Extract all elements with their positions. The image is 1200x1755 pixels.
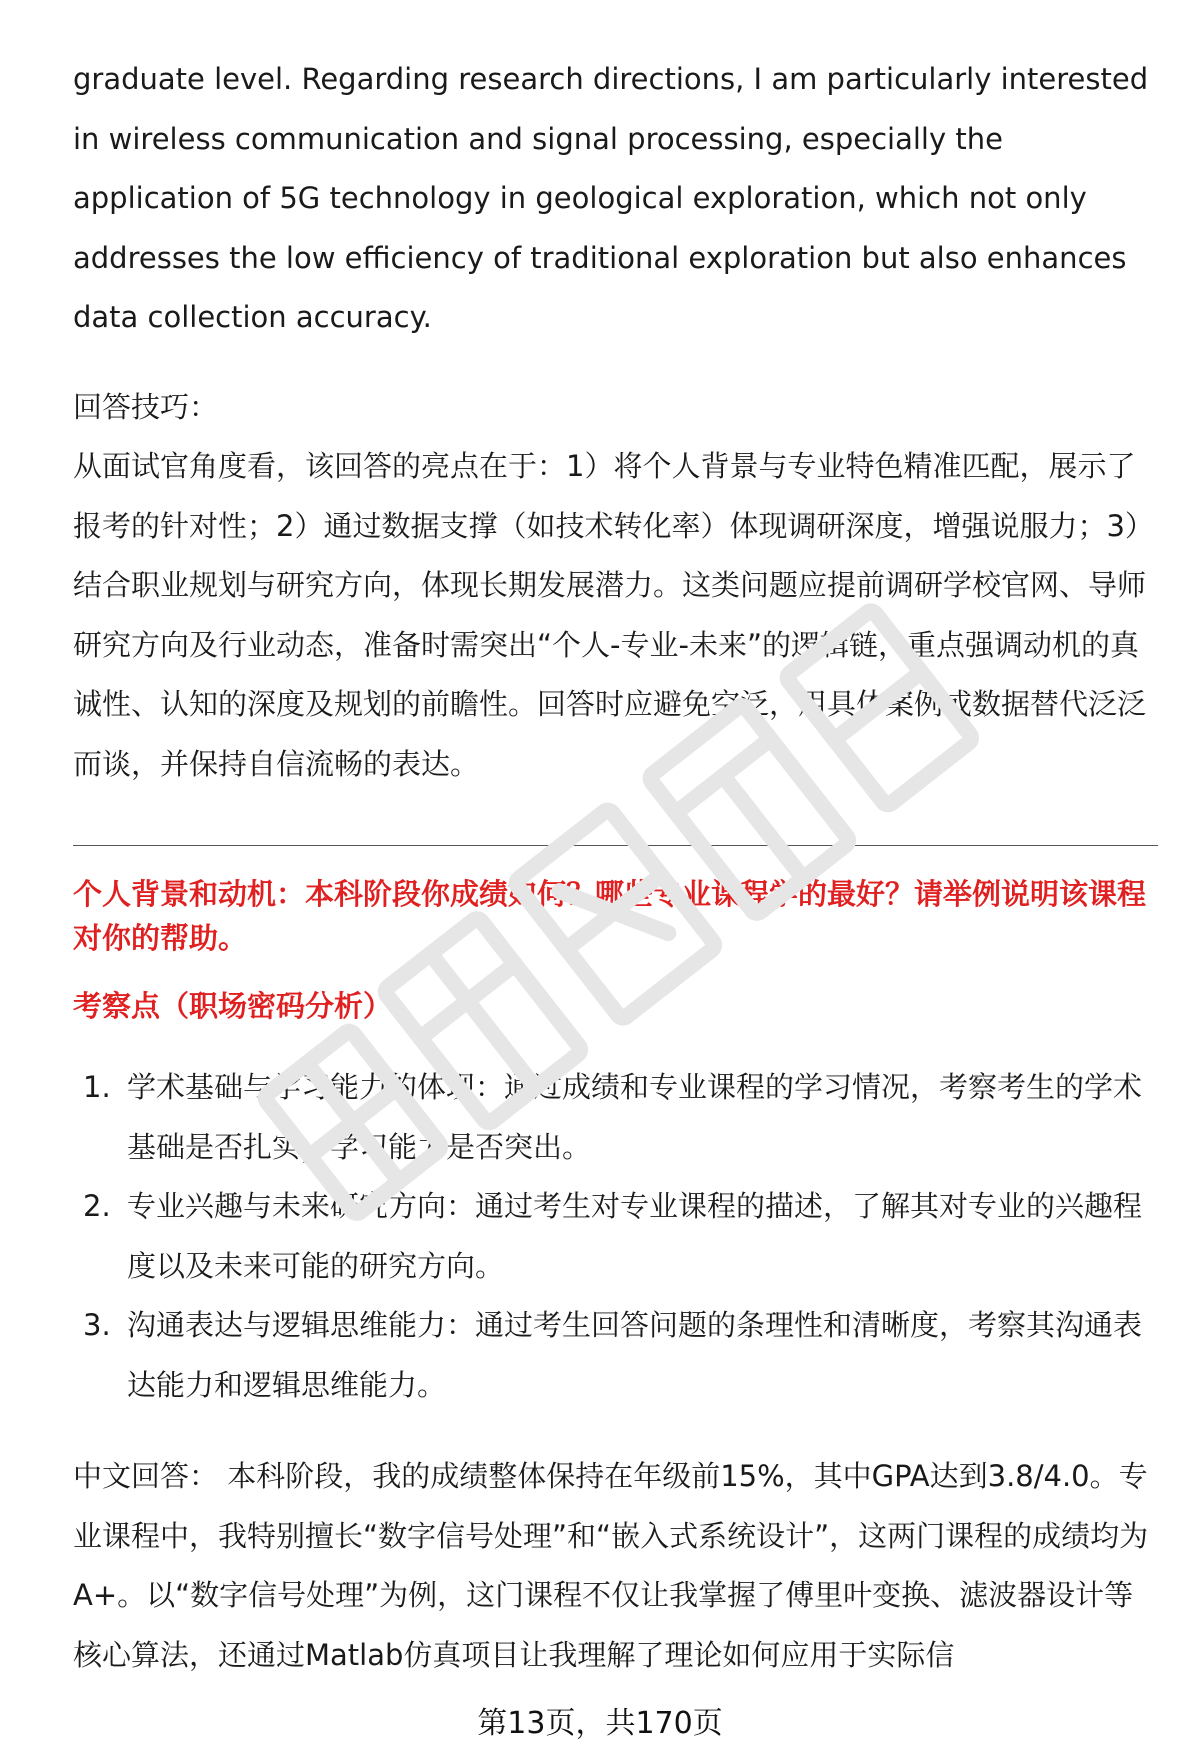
tips-label: 回答技巧： (73, 390, 219, 424)
list-item-text: 沟通表达与逻辑思维能力：通过考生回答问题的条理性和清晰度，考察其沟通表达能力和逻辑思维能力。 (127, 1308, 1143, 1402)
english-answer-paragraph: graduate level. Regarding research directions, I am particularly interested in wireless communication and signal processing, especially the application of 5G technology in geological exploration, which not only addresses the low efficiency of traditional exploration but also enhances data collection accuracy. (73, 62, 1149, 334)
list-item-number: 3. (83, 1308, 111, 1342)
question-heading: 个人背景和动机：本科阶段你成绩如何？哪些专业课程学的最好？请举例说明该课程对你的帮助。 (73, 877, 1147, 955)
list-item-text: 学术基础与学习能力的体现：通过成绩和专业课程的学习情况，考察考生的学术基础是否扎实，学习能力是否突出。 (127, 1070, 1143, 1164)
section-divider (73, 845, 1158, 846)
assessment-list (73, 1058, 1158, 1415)
list-item-text: 专业兴趣与未来研究方向：通过考生对专业课程的描述，了解其对专业的兴趣程度以及未来可能的研究方向。 (127, 1189, 1143, 1283)
list-item (73, 1296, 1158, 1415)
assessment-heading: 考察点（职场密码分析） (73, 989, 393, 1023)
list-item-number: 1. (83, 1070, 111, 1104)
tips-body: 从面试官角度看，该回答的亮点在于：1）将个人背景与专业特色精准匹配，展示了报考的针对性；2）通过数据支撑（如技术转化率）体现调研深度，增强说服力；3）结合职业规划与研究方向，体现长期发展潜力。这类问题应提前调研学校官网、导师研究方向及行业动态，准备时需突出“个人-专业-未来”的逻辑链，重点强调动机的真诚性、认知的深度及规划的前瞻性。回答时应避免空泛，用具体案例或数据替代泛泛而谈，并保持自信流畅的表达。 (73, 449, 1154, 781)
document-page (73, 0, 1158, 1755)
list-item (73, 1058, 1158, 1177)
page-footer: 第13页，共170页 (477, 1706, 723, 1741)
list-item-number: 2. (83, 1189, 111, 1223)
list-item (73, 1177, 1158, 1296)
chinese-answer-paragraph: 中文回答： 本科阶段，我的成绩整体保持在年级前15%，其中GPA达到3.8/4.0。专业课程中，我特别擅长“数字信号处理”和“嵌入式系统设计”，这两门课程的成绩均为A+。以“数字信号处理”为例，这门课程不仅让我掌握了傅里叶变换、滤波器设计等核心算法，还通过Matlab仿真项目让我理解了理论如何应用于实际信 (73, 1459, 1149, 1672)
